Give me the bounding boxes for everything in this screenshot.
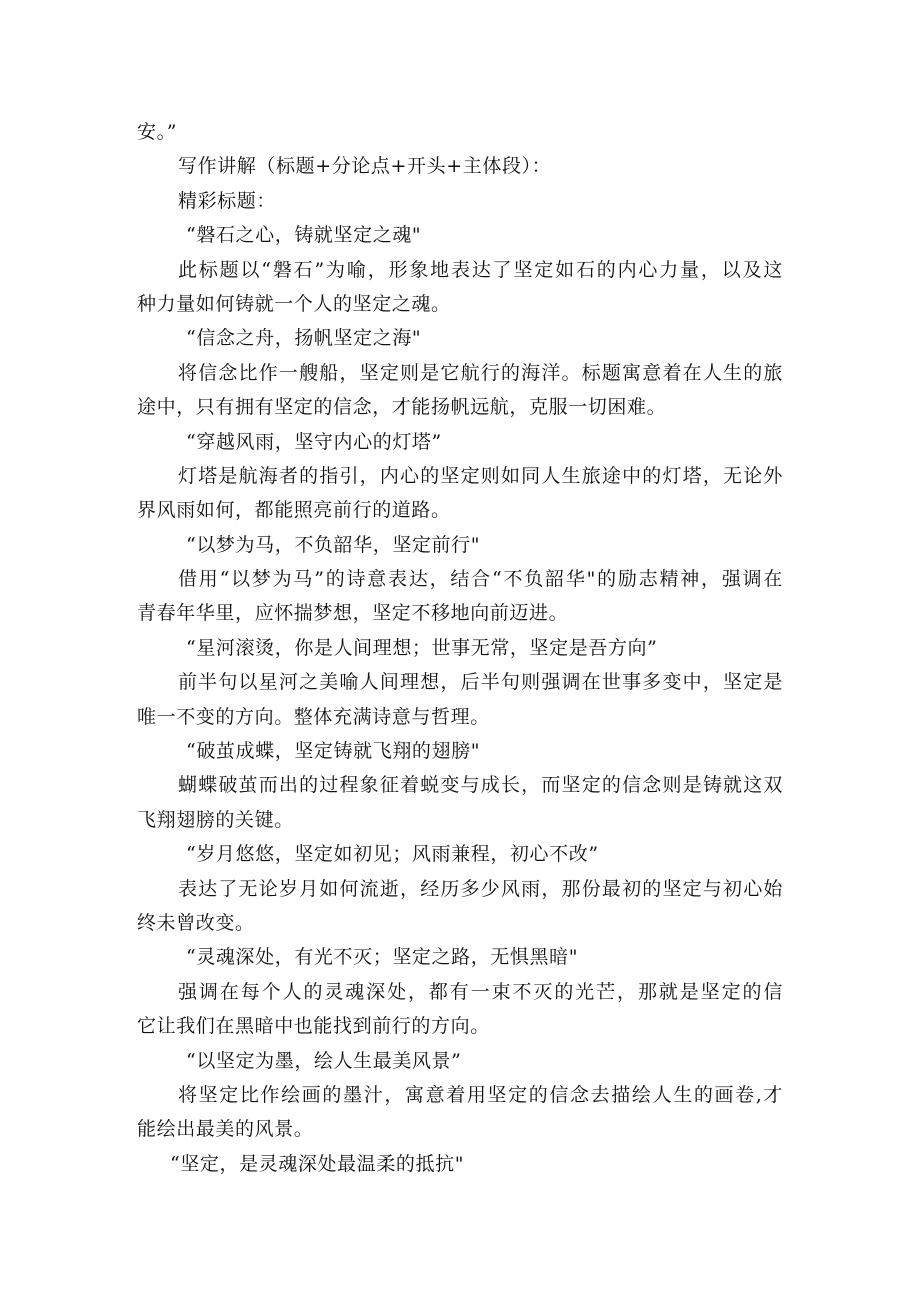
sample-title: “岁月悠悠，坚定如初见；风雨兼程，初心不改” — [186, 843, 599, 866]
paragraph-line: 强调在每个人的灵魂深处，都有一束不灭的光芒，那就是坚定的信 — [178, 980, 783, 1003]
paragraph-line: 蝴蝶破茧而出的过程象征着蜕变与成长，而坚定的信念则是铸就这双 — [178, 774, 783, 797]
paragraph-line: 它让我们在黑暗中也能找到前行的方向。 — [137, 1015, 490, 1038]
paragraph-line: 途中，只有拥有坚定的信念，才能扬帆远航，克服一切困难。 — [137, 396, 667, 419]
paragraph-line: 种力量如何铸就一个人的坚定之魂。 — [137, 292, 451, 315]
text-line: 安。” — [137, 121, 178, 143]
paragraph-line: 唯一不变的方向。整体充满诗意与哲理。 — [137, 705, 490, 728]
sample-title: “磐石之心，铸就坚定之魂" — [186, 224, 422, 247]
paragraph-line: 能绘出最美的风景。 — [137, 1118, 314, 1141]
sample-title: “以梦为马，不负韶华，坚定前行" — [186, 533, 481, 556]
paragraph-line: 终未曾改变。 — [137, 911, 255, 934]
paragraph-line: 将信念比作一艘船，坚定则是它航行的海洋。标题寓意着在人生的旅 — [178, 361, 783, 384]
paragraph-line: 借用“以梦为马”的诗意表达，结合“不负韶华"的励志精神，强调在 — [178, 568, 783, 591]
sample-title: “灵魂深处，有光不灭；坚定之路，无惧黑暗" — [186, 946, 579, 969]
paragraph-line: 前半句以星河之美喻人间理想，后半句则强调在世事多变中，坚定是 — [178, 671, 783, 694]
sample-title: “穿越风雨，坚守内心的灯塔” — [186, 430, 442, 453]
paragraph-line: 青春年华里，应怀揣梦想，坚定不移地向前迈进。 — [137, 602, 569, 625]
sample-title: “以坚定为墨，绘人生最美风景” — [186, 1049, 462, 1072]
sample-title: “坚定，是灵魂深处最温柔的抵抗" — [170, 1152, 465, 1175]
sample-title: “星河滚烫，你是人间理想；世事无常，坚定是吾方向” — [186, 636, 658, 659]
section-heading: 写作讲解（标题+分论点+开头+主体段）： — [178, 155, 552, 178]
paragraph-line: 界风雨如何，都能照亮前行的道路。 — [137, 499, 451, 522]
subsection-heading: 精彩标题： — [178, 189, 277, 212]
paragraph-line: 此标题以“磐石”为喻，形象地表达了坚定如石的内心力量，以及这 — [178, 258, 783, 281]
paragraph-line: 表达了无论岁月如何流逝，经历多少风雨，那份最初的坚定与初心始 — [178, 877, 783, 900]
sample-title: “破茧成蝶，坚定铸就飞翔的翅膀" — [186, 740, 481, 763]
paragraph-line: 灯塔是航海者的指引，内心的坚定则如同人生旅途中的灯塔，无论外 — [178, 464, 783, 487]
paragraph-line: 将坚定比作绘画的墨汁，寓意着用坚定的信念去描绘人生的画卷,才 — [178, 1083, 783, 1106]
paragraph-line: 飞翔翅膀的关键。 — [137, 808, 294, 831]
sample-title: “信念之舟，扬帆坚定之海" — [186, 327, 422, 350]
